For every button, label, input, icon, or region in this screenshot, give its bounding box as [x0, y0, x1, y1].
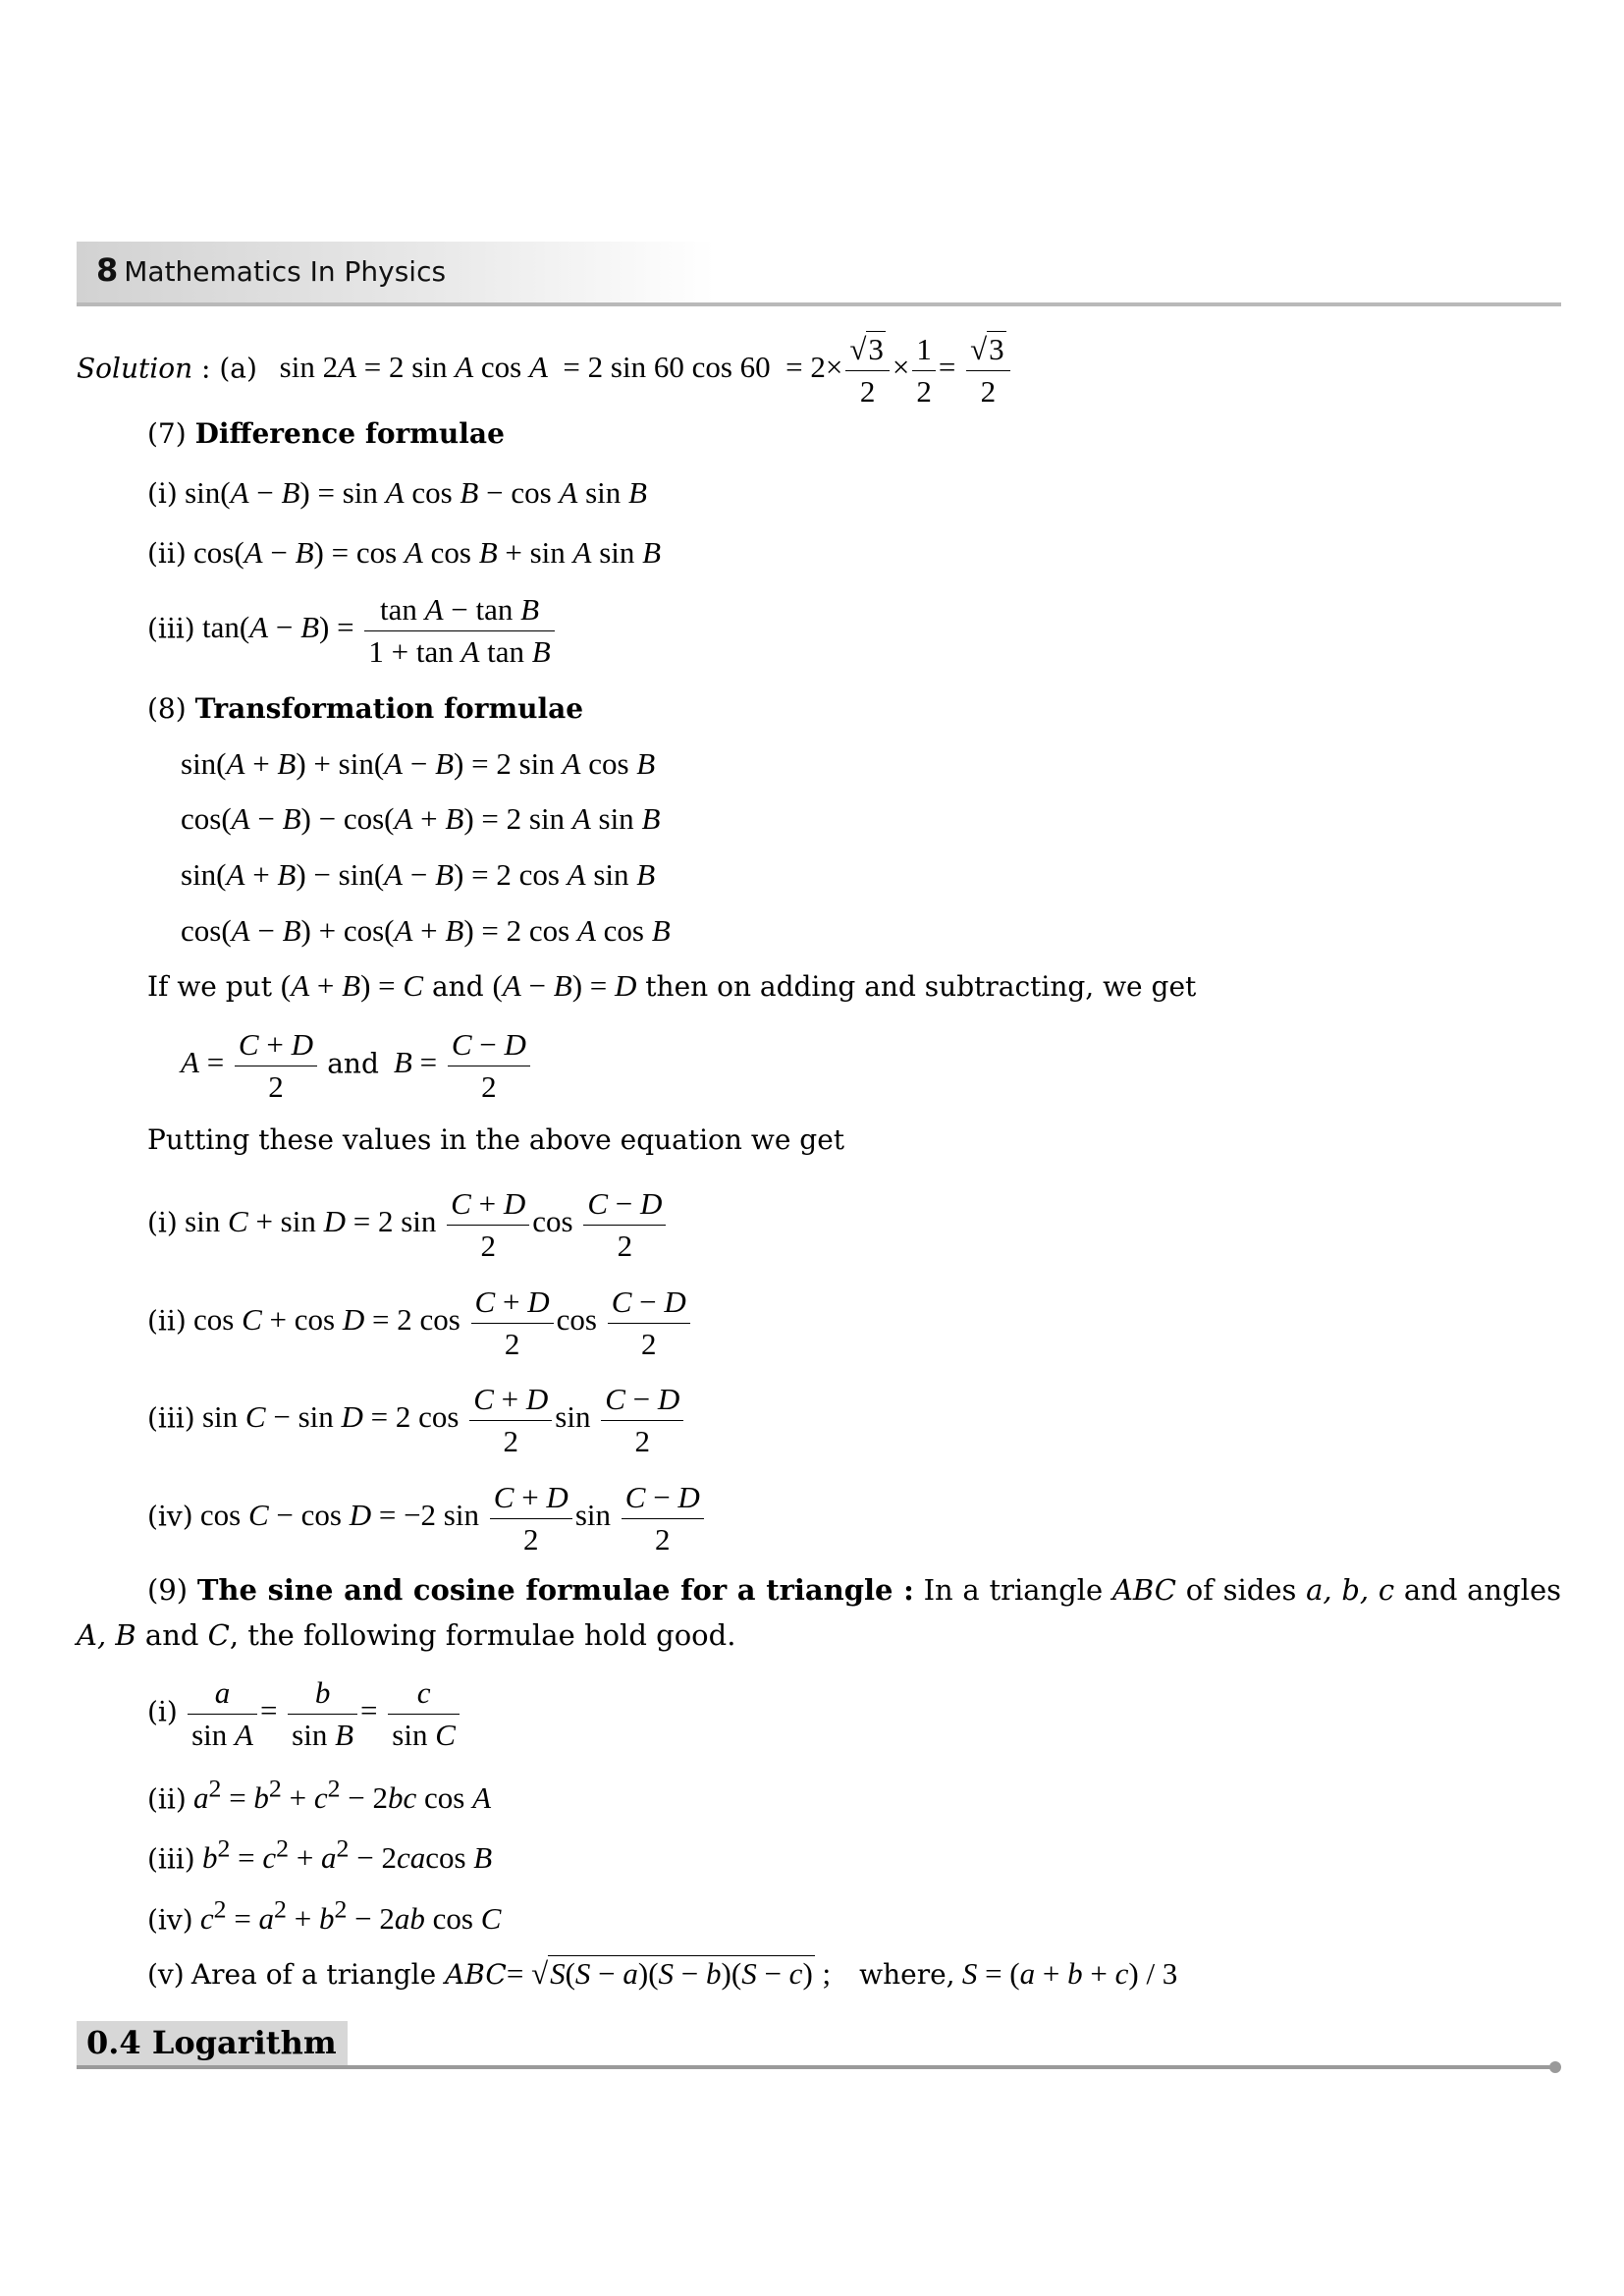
herons-formula: (v) Area of a triangle ABC= √S(S − a)(S − b)(S − c) ; where, S = (a + b + c) / 3	[147, 1956, 1178, 1991]
section-rule-dot	[1549, 2061, 1561, 2073]
book-title: Mathematics In Physics	[124, 255, 447, 288]
putting-values-sentence: Putting these values in the above equation we get	[147, 1123, 845, 1156]
heading-transformation-formulae: (8) Transformation formulae	[147, 692, 584, 725]
transformation-formula-1: sin(A + B) + sin(A − B) = 2 sin A cos B	[181, 746, 656, 781]
cosine-rule-c: (iv) $c^2 = a^2 + b^2 - 2ab$ cos C	[147, 1895, 502, 1937]
sine-rule: (i) $\frac{a}{\text{sin A}}$ = $\frac{b}{\text{sin B}}$ = $\frac{c}{\text{sin C}}$	[147, 1675, 462, 1752]
section-rule	[77, 2065, 1555, 2069]
header-rule	[77, 302, 1561, 306]
sum-product-ii: (ii) cos C + cos D = 2 cos $\frac{C + D}{2}$ cos $\frac{C - D}{2}$	[147, 1285, 693, 1361]
solution-equation: sin 2A = 2 sin A cos A = 2 sin 60 cos 60 = 2× $\frac{√3}{2}$ × $\frac{1}{2}$ = $\frac{√3}{2}$	[264, 350, 1012, 384]
transformation-formula-3: sin(A + B) − sin(A − B) = 2 cos A sin B	[181, 857, 656, 892]
sum-product-iv: (iv) cos C − cos D = −2 sin $\frac{C + D}{2}$ sin $\frac{C - D}{2}$	[147, 1480, 707, 1557]
page-number: 8	[96, 251, 119, 289]
transformation-formula-2: cos(A − B) − cos(A + B) = 2 sin A sin B	[181, 801, 661, 836]
solution-label: Solution	[77, 352, 193, 385]
cosine-rule-b: (iii) $b^2 = c^2 + a^2 - 2cacos$ B	[147, 1834, 493, 1876]
difference-formula-iii: (iii) tan(A − B) = $\frac{\text{tan A − tan B}}{\text{1 + tan A tan B}}$	[147, 592, 558, 669]
sum-product-i: (i) sin C + sin D = 2 sin $\frac{C + D}{2}$ cos $\frac{C - D}{2}$	[147, 1186, 669, 1263]
cosine-rule-a: (ii) $a^2 = b^2 + c^2 - 2bc$ cos A	[147, 1775, 492, 1816]
difference-formula-i: (i) sin(A − B) = sin A cos B − cos A sin B	[147, 475, 647, 510]
solution-line: Solution : (a) sin 2A = 2 sin A cos A = 2 sin 60 cos 60 = 2× $\frac{√3}{2}$ × $\frac{1}{2}$ = $\frac{√3}{2}$	[77, 332, 1013, 409]
section-title: 0.4 Logarithm	[86, 2024, 337, 2061]
substitution-sentence: If we put (A + B) = C and (A − B) = D then on adding and subtracting, we get	[147, 968, 1197, 1003]
page-header	[96, 251, 446, 289]
triangle-formulae-paragraph: (9) The sine and cosine formulae for a triangle : In a triangle ABC of sides a, b, c and angles A, B and C, the following formulae hold good.	[77, 1573, 1561, 1652]
transformation-formula-4: cos(A − B) + cos(A + B) = 2 cos A cos B	[181, 913, 671, 948]
sum-product-iii: (iii) sin C − sin D = 2 cos $\frac{C + D}{2}$ sin $\frac{C - D}{2}$	[147, 1382, 686, 1458]
difference-formula-ii: (ii) cos(A − B) = cos A cos B + sin A sin B	[147, 535, 662, 570]
a-b-values: A = $\frac{C + D}{2}$ and B = $\frac{C - D}{2}$	[181, 1027, 533, 1104]
heading-difference-formulae: (7) Difference formulae	[147, 417, 505, 450]
